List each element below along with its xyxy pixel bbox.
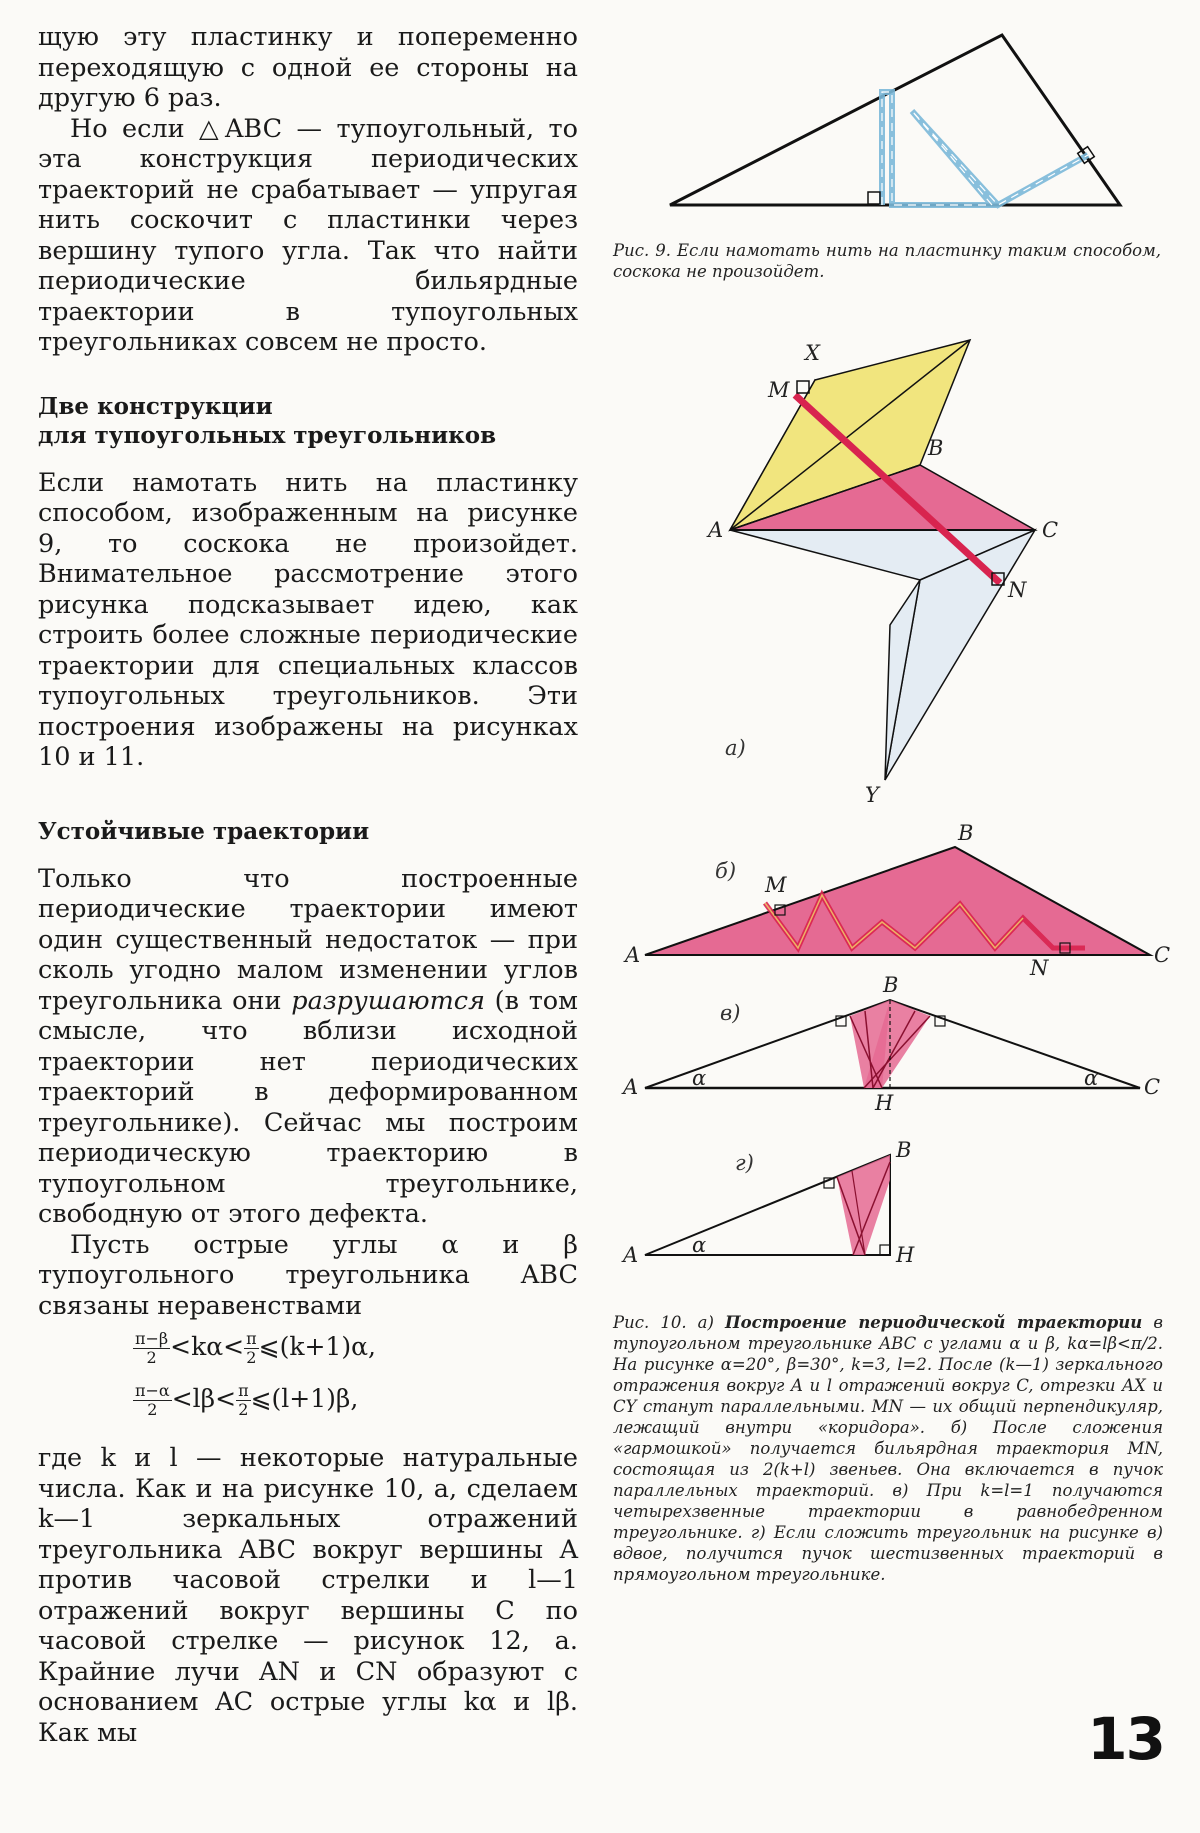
svg-text:C: C — [1144, 1075, 1161, 1099]
svg-text:N: N — [1008, 578, 1027, 602]
svg-text:в): в) — [720, 1001, 741, 1025]
svg-text:X: X — [805, 341, 820, 365]
svg-text:б): б) — [715, 859, 737, 883]
svg-text:H: H — [896, 1243, 915, 1267]
svg-text:B: B — [896, 1138, 912, 1162]
svg-text:B: B — [958, 821, 974, 845]
svg-text:г): г) — [735, 1151, 754, 1175]
paragraph-5: Пусть острые углы α и β тупоугольного треугольника ABC связаны неравенствами — [38, 1229, 578, 1321]
paragraph-1: щую эту пластинку и попеременно переходящую с одной ее стороны на другую 6 раз. — [38, 22, 578, 113]
svg-text:H: H — [875, 1091, 894, 1115]
figure-10g — [620, 1140, 940, 1275]
heading-two-constructions: Две конструкции для тупоугольных треугольников — [38, 392, 497, 449]
svg-text:а): а) — [725, 736, 746, 760]
figure-9 — [650, 25, 1130, 215]
figure-10v — [620, 973, 1180, 1115]
svg-text:A: A — [623, 1075, 639, 1099]
figure-10b — [620, 820, 1180, 980]
fig9-caption: Рис. 9. Если намотать нить на пластинку таким способом, соскока не произойдет. — [613, 241, 1161, 281]
svg-text:C: C — [1042, 518, 1059, 542]
svg-text:B: B — [883, 973, 899, 997]
paragraph-3: Если намотать нить на пластинку способом, изображенным на рисунке 9, то соскока не произойдет. Внимательное рассмотрение этого рисунка подсказывает идею, как строить более сложные периодические траектории для специальных классов тупоугольных треугольников. Эти построения изображены на рисунках 10 и 11. — [38, 467, 578, 772]
main-text-column — [38, 22, 578, 1748]
paragraph-4: Только что построенные периодические траектории имеют один существенный недостаток — при сколь угодно малом изменении углов треугольника они разрушаются (в том смысле, что вблизи исходной траектории нет периодических траекторий в деформированном треугольнике). Сейчас мы построим периодическую траекторию в тупоугольном треугольнике, свободную от этого дефекта. — [38, 863, 578, 1229]
svg-text:Y: Y — [865, 783, 879, 807]
fig9-thread — [882, 92, 1088, 205]
svg-text:A: A — [623, 1243, 639, 1267]
svg-text:α: α — [1084, 1066, 1099, 1090]
svg-text:A: A — [708, 518, 724, 542]
paragraph-6: где k и l — некоторые натуральные числа. Как и на рисунке 10, а, сделаем k—1 зеркальных отражений треугольника ABC вокруг вершины A против часовой стрелки и l—1 отражений вокруг вершины C по часовой стрелке — рисунок 12, а. Крайние лучи AN и CN образуют с основанием AC острые углы kα и lβ. Как мы — [38, 1443, 578, 1748]
fig10-caption: Рис. 10. а) Построение периодической траектории в тупоугольном треугольнике ABC с углами α и β, kα=lβ<π/2. На рисунке α=20°, β=30°, k=3, l=2. После (k—1) зеркального отражения вокруг A и l отражений вокруг C, отрезки AX и CY станут параллельными. MN — их общий перпендикуляр, лежащий внутри «коридора». б) После сложения «гармошкой» получается бильярдная траектория MN, состоящая из 2(k+l) звеньев. Она включается в пучок параллельных траекторий. в) При k=l=1 получаются четырехзвенные траектории в равнобедренном треугольнике. г) Если сложить треугольник на рисунке в) вдвое, получится пучок шестизвенных траекторий в прямоугольном треугольнике. — [613, 1313, 1163, 1584]
svg-text:M: M — [765, 873, 787, 897]
svg-text:M: M — [768, 378, 790, 402]
fig10g-beam — [837, 1155, 890, 1255]
inequality-2: $\frac{\pi-\alpha}{2}$ <lβ< $\frac{\pi}{2}$ ⩽(l+1)β, — [135, 1381, 359, 1419]
svg-text:α: α — [692, 1233, 707, 1257]
page-number: 13 — [1087, 1705, 1164, 1773]
svg-text:A: A — [625, 943, 641, 967]
svg-text:C: C — [1154, 943, 1171, 967]
svg-text:N: N — [1030, 956, 1049, 980]
svg-text:B: B — [928, 436, 944, 460]
heading-stable-trajectories: Устойчивые траектории — [38, 817, 370, 845]
svg-text:α: α — [692, 1066, 707, 1090]
figure-10a — [690, 325, 1059, 807]
inequality-1: $\frac{\pi-\beta}{2}$ <kα< $\frac{\pi}{2}$ ⩽(k+1)α, — [135, 1329, 376, 1367]
paragraph-2: Но если △ABC — тупоугольный, то эта конструкция периодических траекторий не срабатывает — упругая нить соскочит с пластинки через вершину тупого угла. Так что найти периодические бильярдные траектории в тупоугольных треугольниках совсем не просто. — [38, 113, 578, 357]
